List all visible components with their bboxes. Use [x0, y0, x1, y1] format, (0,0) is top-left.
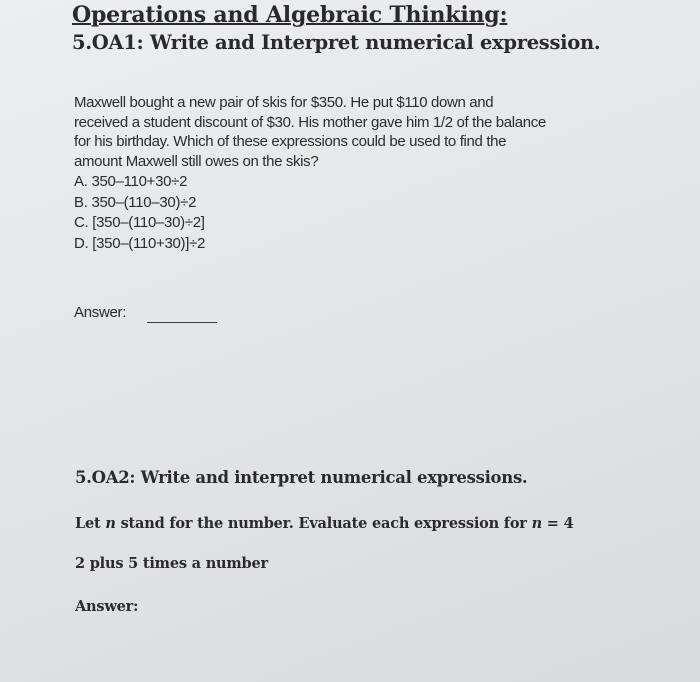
- option-d: D. [350–(110+30)]÷2: [74, 234, 206, 252]
- variable-n: n: [531, 515, 542, 532]
- option-c: C. [350–(110–30)÷2]: [74, 214, 205, 231]
- variable-n: n: [105, 515, 116, 532]
- problem-1-line: amount Maxwell still owes on the skis?: [74, 152, 319, 170]
- problem-2-prompt: [75, 515, 573, 532]
- problem-1-text: [74, 93, 699, 171]
- problem-1-answer-label: Answer:: [74, 304, 127, 321]
- problem-1-line: Maxwell bought a new pair of skis for $350. He put $110 down and: [74, 94, 494, 111]
- problem-1-line: received a student discount of $30. His mother gave him 1/2 of the balance: [74, 113, 546, 131]
- option-a: A. 350–110+30÷2: [74, 173, 188, 190]
- section-heading: Operations and Algebraic Thinking:: [72, 2, 508, 28]
- standard-5oa1-title: 5.OA1: Write and Interpret numerical expression.: [72, 31, 601, 54]
- problem-2-expression: 2 plus 5 times a number: [75, 555, 268, 572]
- problem-1-options: [74, 172, 205, 254]
- option-b: B. 350–(110–30)÷2: [74, 193, 197, 211]
- problem-1-line: for his birthday. Which of these expressions could be used to find the: [74, 133, 507, 151]
- prompt-prefix: Let: [75, 515, 101, 532]
- problem-2-answer-label: Answer:: [75, 598, 139, 615]
- standard-5oa2-title: 5.OA2: Write and interpret numerical expressions.: [75, 468, 528, 487]
- answer-blank-line: [147, 322, 217, 323]
- prompt-middle: stand for the number. Evaluate each expression for: [120, 515, 527, 532]
- prompt-suffix: = 4: [546, 515, 574, 532]
